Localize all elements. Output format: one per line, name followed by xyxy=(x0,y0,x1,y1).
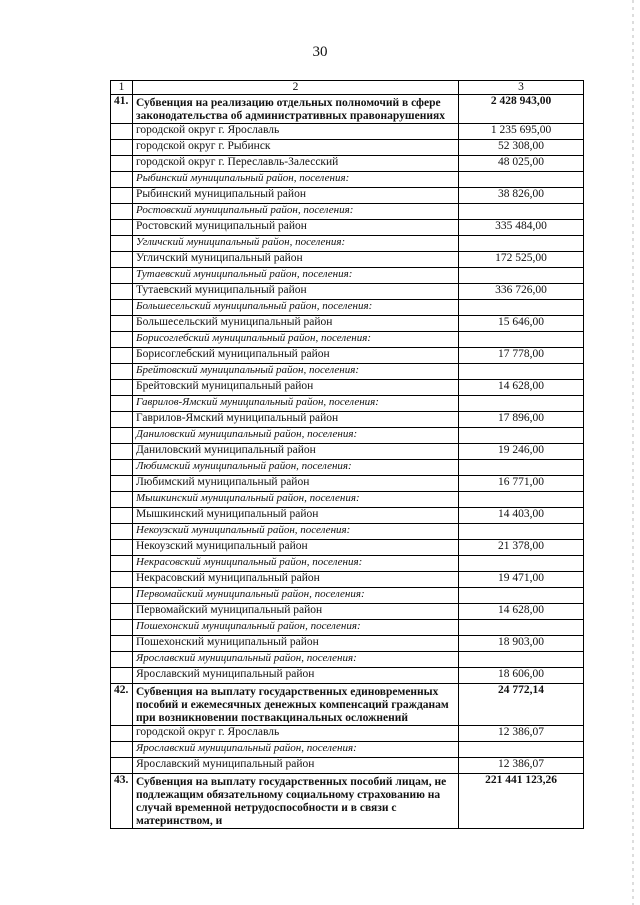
municipality-row xyxy=(111,316,584,332)
row-number-cell xyxy=(111,380,133,396)
subheading-name: Брейтовский муниципальный район, поселения: xyxy=(133,364,459,380)
amount: 52 308,00 xyxy=(459,140,584,156)
row-number-cell xyxy=(111,348,133,364)
subheading-row xyxy=(111,172,584,188)
subheading-row xyxy=(111,332,584,348)
amount xyxy=(459,556,584,572)
subheading-row xyxy=(111,556,584,572)
subheading-name: Тутаевский муниципальный район, поселения: xyxy=(133,268,459,284)
municipality-row xyxy=(111,284,584,300)
row-number-cell xyxy=(111,758,133,774)
subheading-row xyxy=(111,492,584,508)
row-number-cell xyxy=(111,252,133,268)
row-number-cell xyxy=(111,636,133,652)
subheading-name: Ярославский муниципальный район, поселения: xyxy=(133,742,459,758)
row-number-cell xyxy=(111,476,133,492)
row-number-cell xyxy=(111,652,133,668)
subvention-table xyxy=(110,80,584,829)
row-number-cell xyxy=(111,524,133,540)
municipality-row xyxy=(111,124,584,140)
amount: 17 896,00 xyxy=(459,412,584,428)
section-number: 42. xyxy=(111,684,133,726)
scan-edge-artifact xyxy=(632,0,634,905)
municipality-name: городской округ г. Ярославль xyxy=(133,124,459,140)
subheading-name: Ростовский муниципальный район, поселения: xyxy=(133,204,459,220)
row-number-cell xyxy=(111,188,133,204)
subheading-name: Некоузский муниципальный район, поселения: xyxy=(133,524,459,540)
amount xyxy=(459,204,584,220)
municipality-row xyxy=(111,444,584,460)
amount xyxy=(459,620,584,636)
municipality-name: Ярославский муниципальный район xyxy=(133,758,459,774)
row-number-cell xyxy=(111,220,133,236)
row-number-cell xyxy=(111,428,133,444)
municipality-name: Первомайский муниципальный район xyxy=(133,604,459,620)
row-number-cell xyxy=(111,140,133,156)
subheading-row xyxy=(111,742,584,758)
section-total: 24 772,14 xyxy=(459,684,584,726)
amount: 14 628,00 xyxy=(459,380,584,396)
section-title: Субвенция на выплату государственных единовременных пособий и ежемесячных денежных компенсаций гражданам при возникновении поствакцинальных осложнений xyxy=(133,684,459,726)
row-number-cell xyxy=(111,588,133,604)
row-number-cell xyxy=(111,300,133,316)
subheading-name: Борисоглебский муниципальный район, поселения: xyxy=(133,332,459,348)
subheading-row xyxy=(111,460,584,476)
municipality-name: Мышкинский муниципальный район xyxy=(133,508,459,524)
section-total: 2 428 943,00 xyxy=(459,95,584,124)
row-number-cell xyxy=(111,492,133,508)
municipality-name: Гаврилов-Ямский муниципальный район xyxy=(133,412,459,428)
amount: 18 903,00 xyxy=(459,636,584,652)
amount: 14 403,00 xyxy=(459,508,584,524)
amount: 18 606,00 xyxy=(459,668,584,684)
amount: 16 771,00 xyxy=(459,476,584,492)
table-header-row xyxy=(111,81,584,95)
subheading-name: Угличский муниципальный район, поселения: xyxy=(133,236,459,252)
municipality-row xyxy=(111,220,584,236)
row-number-cell xyxy=(111,572,133,588)
amount: 19 471,00 xyxy=(459,572,584,588)
subheading-row xyxy=(111,524,584,540)
amount: 14 628,00 xyxy=(459,604,584,620)
municipality-name: Брейтовский муниципальный район xyxy=(133,380,459,396)
subheading-name: Первомайский муниципальный район, поселения: xyxy=(133,588,459,604)
municipality-name: Даниловский муниципальный район xyxy=(133,444,459,460)
municipality-row xyxy=(111,348,584,364)
municipality-name: городской округ г. Переславль-Залесский xyxy=(133,156,459,172)
row-number-cell xyxy=(111,316,133,332)
amount: 21 378,00 xyxy=(459,540,584,556)
section-row xyxy=(111,774,584,829)
amount xyxy=(459,236,584,252)
municipality-name: Пошехонский муниципальный район xyxy=(133,636,459,652)
amount: 38 826,00 xyxy=(459,188,584,204)
municipality-row xyxy=(111,476,584,492)
row-number-cell xyxy=(111,508,133,524)
municipality-name: городской округ г. Ярославль xyxy=(133,726,459,742)
amount xyxy=(459,492,584,508)
subheading-name: Любимский муниципальный район, поселения: xyxy=(133,460,459,476)
subheading-row xyxy=(111,364,584,380)
amount: 336 726,00 xyxy=(459,284,584,300)
municipality-row xyxy=(111,140,584,156)
municipality-row xyxy=(111,380,584,396)
row-number-cell xyxy=(111,396,133,412)
municipality-row xyxy=(111,758,584,774)
row-number-cell xyxy=(111,124,133,140)
amount: 15 646,00 xyxy=(459,316,584,332)
section-row xyxy=(111,684,584,726)
municipality-row xyxy=(111,156,584,172)
row-number-cell xyxy=(111,332,133,348)
municipality-name: городской округ г. Рыбинск xyxy=(133,140,459,156)
row-number-cell xyxy=(111,742,133,758)
municipality-row xyxy=(111,604,584,620)
section-number: 41. xyxy=(111,95,133,124)
amount xyxy=(459,364,584,380)
municipality-row xyxy=(111,726,584,742)
header-col-3: 3 xyxy=(459,81,584,95)
header-col-2: 2 xyxy=(133,81,459,95)
row-number-cell xyxy=(111,444,133,460)
municipality-name: Некрасовский муниципальный район xyxy=(133,572,459,588)
amount xyxy=(459,396,584,412)
subheading-name: Пошехонский муниципальный район, поселения: xyxy=(133,620,459,636)
subheading-row xyxy=(111,620,584,636)
municipality-name: Ростовский муниципальный район xyxy=(133,220,459,236)
subheading-name: Большесельский муниципальный район, поселения: xyxy=(133,300,459,316)
subheading-name: Даниловский муниципальный район, поселения: xyxy=(133,428,459,444)
section-number: 43. xyxy=(111,774,133,829)
section-row xyxy=(111,95,584,124)
subheading-row xyxy=(111,236,584,252)
row-number-cell xyxy=(111,726,133,742)
amount xyxy=(459,460,584,476)
municipality-row xyxy=(111,188,584,204)
amount xyxy=(459,300,584,316)
row-number-cell xyxy=(111,412,133,428)
subheading-row xyxy=(111,204,584,220)
amount xyxy=(459,268,584,284)
municipality-row xyxy=(111,508,584,524)
subheading-name: Мышкинский муниципальный район, поселения: xyxy=(133,492,459,508)
municipality-row xyxy=(111,540,584,556)
amount xyxy=(459,332,584,348)
subheading-row xyxy=(111,588,584,604)
municipality-row xyxy=(111,636,584,652)
row-number-cell xyxy=(111,156,133,172)
row-number-cell xyxy=(111,604,133,620)
municipality-row xyxy=(111,412,584,428)
section-total: 221 441 123,26 xyxy=(459,774,584,829)
row-number-cell xyxy=(111,540,133,556)
row-number-cell xyxy=(111,668,133,684)
row-number-cell xyxy=(111,364,133,380)
subheading-row xyxy=(111,396,584,412)
row-number-cell xyxy=(111,268,133,284)
row-number-cell xyxy=(111,620,133,636)
amount xyxy=(459,524,584,540)
amount xyxy=(459,428,584,444)
amount: 172 525,00 xyxy=(459,252,584,268)
amount: 17 778,00 xyxy=(459,348,584,364)
amount xyxy=(459,588,584,604)
amount: 335 484,00 xyxy=(459,220,584,236)
row-number-cell xyxy=(111,460,133,476)
section-title: Субвенция на реализацию отдельных полномочий в сфере законодательства об административных правонарушениях xyxy=(133,95,459,124)
amount xyxy=(459,172,584,188)
amount: 48 025,00 xyxy=(459,156,584,172)
subheading-name: Рыбинский муниципальный район, поселения: xyxy=(133,172,459,188)
row-number-cell xyxy=(111,556,133,572)
municipality-name: Рыбинский муниципальный район xyxy=(133,188,459,204)
subheading-name: Некрасовский муниципальный район, поселения: xyxy=(133,556,459,572)
row-number-cell xyxy=(111,204,133,220)
municipality-name: Ярославский муниципальный район xyxy=(133,668,459,684)
municipality-name: Угличский муниципальный район xyxy=(133,252,459,268)
municipality-name: Тутаевский муниципальный район xyxy=(133,284,459,300)
municipality-name: Любимский муниципальный район xyxy=(133,476,459,492)
header-col-1: 1 xyxy=(111,81,133,95)
subheading-name: Ярославский муниципальный район, поселения: xyxy=(133,652,459,668)
municipality-row xyxy=(111,572,584,588)
page-number: 30 xyxy=(312,44,328,60)
amount: 1 235 695,00 xyxy=(459,124,584,140)
subheading-name: Гаврилов-Ямский муниципальный район, поселения: xyxy=(133,396,459,412)
row-number-cell xyxy=(111,284,133,300)
amount: 19 246,00 xyxy=(459,444,584,460)
subheading-row xyxy=(111,268,584,284)
subheading-row xyxy=(111,300,584,316)
amount: 12 386,07 xyxy=(459,726,584,742)
municipality-row xyxy=(111,668,584,684)
subheading-row xyxy=(111,428,584,444)
municipality-name: Борисоглебский муниципальный район xyxy=(133,348,459,364)
section-title: Субвенция на выплату государственных пособий лицам, не подлежащим обязательному социальному страхованию на случай временной нетрудоспособности и в связи с материнством, и xyxy=(133,774,459,829)
row-number-cell xyxy=(111,172,133,188)
municipality-name: Большесельский муниципальный район xyxy=(133,316,459,332)
row-number-cell xyxy=(111,236,133,252)
amount xyxy=(459,742,584,758)
municipality-row xyxy=(111,252,584,268)
municipality-name: Некоузский муниципальный район xyxy=(133,540,459,556)
amount xyxy=(459,652,584,668)
amount: 12 386,07 xyxy=(459,758,584,774)
subheading-row xyxy=(111,652,584,668)
